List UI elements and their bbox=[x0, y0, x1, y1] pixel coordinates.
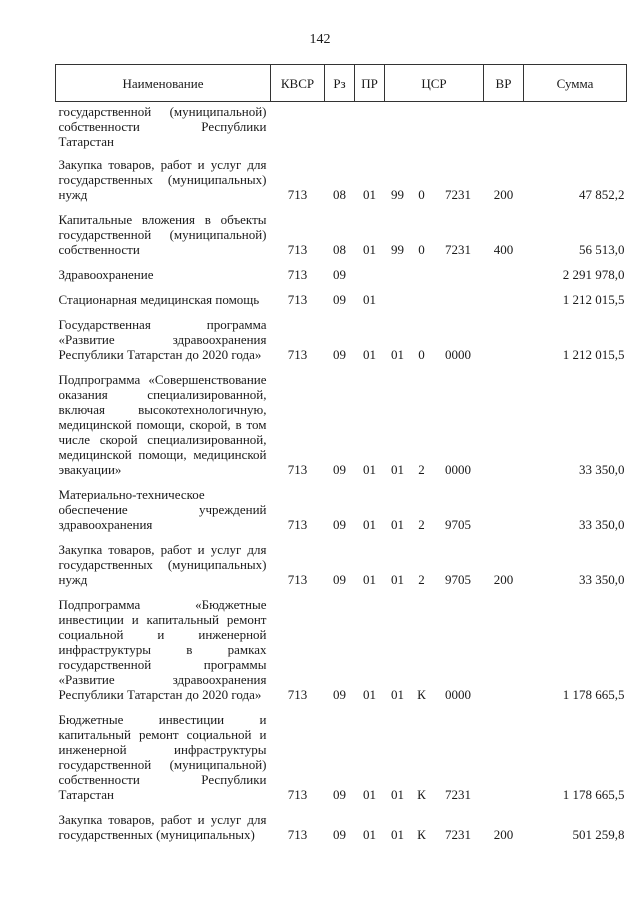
row-rz: 08 bbox=[333, 242, 346, 257]
row-csr-direction: 7231 bbox=[445, 242, 471, 257]
row-csr-program: 01 bbox=[391, 462, 404, 477]
row-csr-direction: 7231 bbox=[445, 787, 471, 802]
row-rz: 09 bbox=[333, 517, 346, 532]
row-csr-subprogram: 2 bbox=[418, 517, 425, 532]
header-vr: ВР bbox=[484, 65, 524, 102]
row-sum: 501 259,8 bbox=[572, 827, 625, 842]
row-csr-direction: 0000 bbox=[445, 462, 471, 477]
row-csr-program bbox=[385, 262, 411, 287]
header-sum: Сумма bbox=[524, 65, 627, 102]
row-csr-program: 01 bbox=[391, 787, 404, 802]
row-csr-program: 01 bbox=[391, 347, 404, 362]
row-csr-program: 01 bbox=[391, 517, 404, 532]
row-rz bbox=[325, 102, 355, 153]
page-number: 142 bbox=[309, 32, 331, 47]
row-pr: 01 bbox=[363, 572, 376, 587]
table-row bbox=[56, 207, 627, 262]
row-rz: 09 bbox=[333, 572, 346, 587]
row-sum: 1 212 015,5 bbox=[562, 292, 625, 307]
header-csr: ЦСР bbox=[385, 65, 484, 102]
row-name: Капитальные вложения в объекты государственной (муниципальной) собственности bbox=[58, 212, 267, 257]
row-vr: 200 bbox=[493, 827, 514, 842]
row-csr-direction bbox=[433, 262, 484, 287]
row-name: Здравоохранение bbox=[58, 267, 154, 282]
row-rz: 09 bbox=[333, 787, 346, 802]
row-csr-direction: 0000 bbox=[445, 347, 471, 362]
row-csr-subprogram: 0 bbox=[418, 187, 425, 202]
row-pr: 01 bbox=[363, 687, 376, 702]
row-sum: 33 350,0 bbox=[579, 572, 625, 587]
row-kvsr: 713 bbox=[287, 347, 308, 362]
row-name: Бюджетные инвестиции и капитальный ремонт социальной и инженерной инфраструктуры государственной (муниципальной) собственности Республики Татарстан bbox=[58, 712, 267, 802]
table-row bbox=[56, 592, 627, 707]
header-pr: ПР bbox=[355, 65, 385, 102]
row-kvsr: 713 bbox=[287, 787, 308, 802]
row-pr: 01 bbox=[363, 292, 376, 307]
row-sum: 33 350,0 bbox=[579, 517, 625, 532]
table-header-row bbox=[56, 65, 627, 102]
row-csr-subprogram: К bbox=[417, 787, 426, 802]
row-vr bbox=[484, 262, 524, 287]
table-row bbox=[56, 537, 627, 592]
row-csr-subprogram: 0 bbox=[418, 347, 425, 362]
row-csr-program: 01 bbox=[391, 827, 404, 842]
row-csr-subprogram bbox=[411, 262, 433, 287]
row-vr bbox=[484, 707, 524, 807]
row-csr-subprogram: К bbox=[417, 827, 426, 842]
row-name: Материально-техническое обеспечение учреждений здравоохранения bbox=[58, 487, 267, 532]
row-csr-subprogram: К bbox=[417, 687, 426, 702]
row-rz: 09 bbox=[333, 462, 346, 477]
row-csr-direction: 9705 bbox=[445, 572, 471, 587]
row-name: Государственная программа «Развитие здравоохранения Республики Татарстан до 2020 года» bbox=[58, 317, 267, 362]
row-kvsr: 713 bbox=[287, 572, 308, 587]
row-csr-subprogram: 2 bbox=[418, 572, 425, 587]
row-name: Закупка товаров, работ и услуг для государственных (муниципальных) bbox=[58, 812, 267, 842]
row-vr bbox=[484, 102, 524, 153]
row-vr bbox=[484, 312, 524, 367]
row-sum: 47 852,2 bbox=[579, 187, 625, 202]
header-kvsr: КВСР bbox=[271, 65, 325, 102]
row-csr-direction: 0000 bbox=[445, 687, 471, 702]
row-name: Подпрограмма «Совершенствование оказания специализированной, включая высокотехнологичную, медицинской помощи, скорой, в том числе скорой специализированной, медицинской помощи, медицинской эвакуации» bbox=[58, 372, 267, 477]
row-vr bbox=[484, 482, 524, 537]
row-name: Стационарная медицинская помощь bbox=[58, 292, 260, 307]
table-row bbox=[56, 152, 627, 207]
row-name: Подпрограмма «Бюджетные инвестиции и капитальный ремонт социальной и инженерной инфраструктуры в рамках государственной программы «Развитие здравоохранения Республики Татарстан до 2020 года» bbox=[58, 597, 267, 702]
row-kvsr: 713 bbox=[287, 827, 308, 842]
row-vr: 200 bbox=[493, 187, 514, 202]
row-sum: 1 212 015,5 bbox=[562, 347, 625, 362]
row-kvsr: 713 bbox=[287, 187, 308, 202]
row-csr-subprogram: 0 bbox=[418, 242, 425, 257]
row-rz: 09 bbox=[333, 347, 346, 362]
row-sum: 1 178 665,5 bbox=[562, 787, 625, 802]
row-vr bbox=[484, 367, 524, 482]
row-pr: 01 bbox=[363, 242, 376, 257]
row-kvsr: 713 bbox=[287, 292, 308, 307]
table-row bbox=[56, 807, 627, 847]
row-name: Закупка товаров, работ и услуг для государственных (муниципальных) нужд bbox=[58, 542, 267, 587]
row-rz: 09 bbox=[333, 827, 346, 842]
row-vr: 200 bbox=[493, 572, 514, 587]
budget-table bbox=[55, 64, 627, 847]
row-pr: 01 bbox=[363, 462, 376, 477]
table-row bbox=[56, 262, 627, 287]
row-vr bbox=[484, 592, 524, 707]
row-kvsr: 713 bbox=[287, 242, 308, 257]
table-row bbox=[56, 482, 627, 537]
row-pr: 01 bbox=[363, 187, 376, 202]
row-csr-direction bbox=[433, 102, 484, 153]
row-kvsr: 713 bbox=[287, 267, 308, 282]
row-vr bbox=[484, 287, 524, 312]
table-row bbox=[56, 312, 627, 367]
row-pr: 01 bbox=[363, 517, 376, 532]
row-pr bbox=[355, 262, 385, 287]
row-pr: 01 bbox=[363, 347, 376, 362]
row-kvsr bbox=[271, 102, 325, 153]
header-name: Наименование bbox=[56, 65, 271, 102]
row-pr: 01 bbox=[363, 787, 376, 802]
row-csr-direction: 7231 bbox=[445, 827, 471, 842]
row-rz: 09 bbox=[333, 292, 346, 307]
row-csr-program bbox=[385, 102, 411, 153]
row-name: Закупка товаров, работ и услуг для государственных (муниципальных) нужд bbox=[58, 157, 267, 202]
row-csr-program: 01 bbox=[391, 687, 404, 702]
row-csr-direction: 7231 bbox=[445, 187, 471, 202]
row-kvsr: 713 bbox=[287, 462, 308, 477]
row-csr-program: 99 bbox=[391, 187, 404, 202]
row-csr-program: 99 bbox=[391, 242, 404, 257]
row-vr: 400 bbox=[493, 242, 514, 257]
row-sum: 1 178 665,5 bbox=[562, 687, 625, 702]
row-sum bbox=[524, 102, 627, 153]
row-pr bbox=[355, 102, 385, 153]
row-pr: 01 bbox=[363, 827, 376, 842]
row-kvsr: 713 bbox=[287, 687, 308, 702]
row-kvsr: 713 bbox=[287, 517, 308, 532]
table-row bbox=[56, 287, 627, 312]
header-rz: Рз bbox=[325, 65, 355, 102]
row-sum: 33 350,0 bbox=[579, 462, 625, 477]
table-row bbox=[56, 102, 627, 153]
row-csr-subprogram bbox=[411, 102, 433, 153]
row-csr-subprogram bbox=[411, 287, 433, 312]
row-csr-program bbox=[385, 287, 411, 312]
row-rz: 09 bbox=[333, 687, 346, 702]
row-sum: 56 513,0 bbox=[579, 242, 625, 257]
row-rz: 08 bbox=[333, 187, 346, 202]
table-row bbox=[56, 707, 627, 807]
row-sum: 2 291 978,0 bbox=[562, 267, 625, 282]
row-name: государственной (муниципальной) собственности Республики Татарстан bbox=[58, 104, 267, 149]
table-row bbox=[56, 367, 627, 482]
row-csr-subprogram: 2 bbox=[418, 462, 425, 477]
row-csr-direction: 9705 bbox=[445, 517, 471, 532]
row-csr-direction bbox=[433, 287, 484, 312]
row-rz: 09 bbox=[333, 267, 346, 282]
row-csr-program: 01 bbox=[391, 572, 404, 587]
